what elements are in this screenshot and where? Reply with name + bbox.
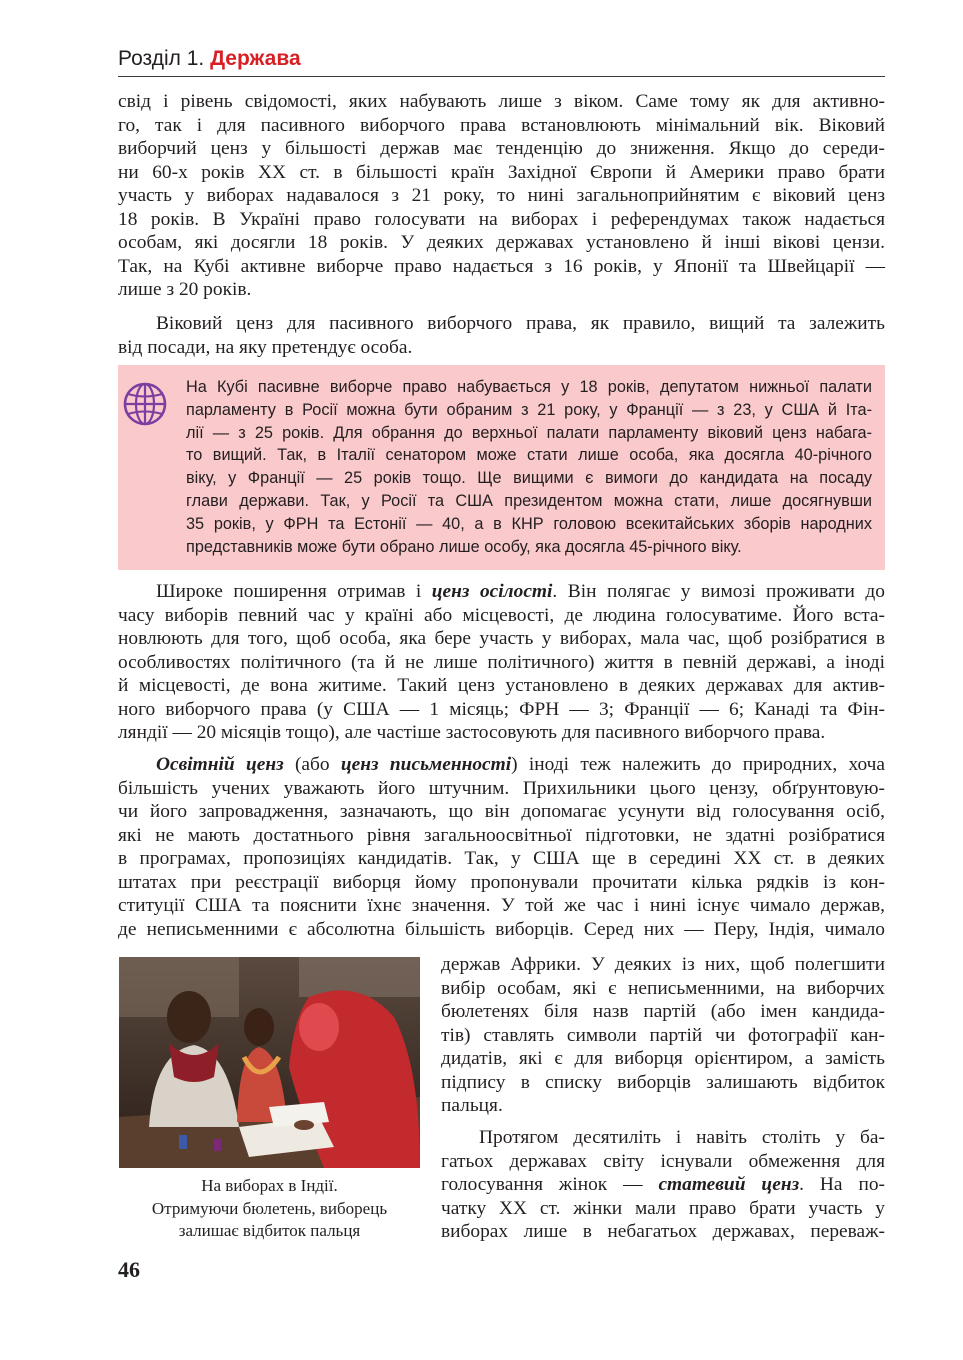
caption-line: На виборах в Індії. <box>201 1176 338 1195</box>
text-line <box>441 1173 885 1197</box>
photo-caption <box>119 1175 420 1243</box>
text-line: ляндії — 20 місяців тощо), але частіше застосовують для пасивного виборчого права. <box>118 722 826 743</box>
text-line: Віковий ценз для пасивного виборчого права, як правило, вищий та залежить <box>156 313 885 334</box>
globe-icon <box>118 377 172 431</box>
text-run: . Він полягає у вимозі проживати до <box>552 581 885 602</box>
text-line: й місцевості, де вона житиме. Такий ценз установлено в деяких державах для актив- <box>118 675 885 696</box>
text-line: новлюють для того, щоб особа, яка бере участь у виборах, мала час, щоб розібратися в <box>118 628 885 649</box>
text-line: лії — з 25 років. Для обрання до верхньої палати парламенту віковий ценз набага- <box>186 423 872 442</box>
term-residency-census: ценз осілості <box>431 581 553 602</box>
term-literacy-census: ценз письменності <box>340 754 512 775</box>
page-number: 46 <box>118 1257 140 1282</box>
text-line: свід і рівень свідомості, яких набувають лише з віком. Саме тому як для активно- <box>118 91 885 112</box>
election-photo <box>119 957 420 1168</box>
text-line: представників може бути обрано лише особу, яка досягла 45-річного віку. <box>186 537 742 556</box>
text-line: ни 60-х років XX ст. в більшості країн Західної Європи й Америки право брати <box>118 161 885 183</box>
paragraph-gender-census <box>441 1126 885 1244</box>
text-line: ного виборчого права (у США — 1 місяць; ФРН — 3; Франції — 6; Канаді та Фін- <box>118 698 885 720</box>
term-gender-census: статевий ценз <box>658 1174 800 1195</box>
text-line: го, так і для пасивного виборчого права встановлюють мінімальний вік. Віковий <box>118 114 885 136</box>
text-run: Широке поширення отримав і <box>156 581 432 602</box>
text-line: то вищий. Так, в Італії сенатором може стати лише особа, яка досягла 40-річного <box>186 446 872 465</box>
text-line: від посади, на яку претендує особа. <box>118 336 413 358</box>
caption-line: залишає відбиток пальця <box>178 1221 361 1240</box>
text-line: глави держави. Так, у Росії та США президентом можна стати, лише досягнувши <box>186 491 872 510</box>
text-line: де неписьменними є абсолютна більшість виборців. Серед них — Перу, Індія, чимало <box>118 918 885 940</box>
text-line: віку, у Франції — 25 років тощо. Ще вищими є вимоги до кандидата на посаду <box>186 469 872 488</box>
paragraph-education-census <box>118 753 885 941</box>
text-line: Так, на Кубі активне виборче право надається з 16 років, у Японії та Швейцарії — <box>118 255 885 277</box>
text-line: бюлетенях біля назв партій (або імен кандида- <box>441 1001 885 1022</box>
term-education-census: Освітній ценз <box>156 754 284 775</box>
text-line: пальця. <box>441 1095 503 1116</box>
info-box <box>118 365 885 570</box>
paragraph-education-census-cont <box>441 953 885 1118</box>
text-run: . На по- <box>799 1174 886 1195</box>
text-line: особливостях політичного (та й не лише політичного) життя в певній державі, а іноді <box>118 651 885 673</box>
text-line: вибір особам, які є неписьменними, на виборчих <box>441 977 885 999</box>
text-line: штатах при реєстрації виборця йому пропонували прочитати кілька рядків із кон- <box>118 871 885 893</box>
text-line: участь у виборах надавалося з 21 року, то нині загальноприйнятим є віковий ценз <box>118 185 885 206</box>
paragraph-passive-age <box>118 312 885 359</box>
text-line: лише з 20 років. <box>118 279 252 300</box>
text-line: виборах лише в небагатьох державах, переваж- <box>441 1221 885 1242</box>
paragraph-age-census <box>118 90 885 302</box>
text-line: парламенту в Росії можна бути обраним з 21 року, у Франції — з 23, у США й Іта- <box>186 400 872 419</box>
text-run: голосування жінок — <box>441 1174 659 1195</box>
section-heading <box>118 47 301 71</box>
paragraph-residency-census <box>118 580 885 745</box>
text-line: часу виборів певний час у країні або місцевості, де людина голосуватиме. Його вста- <box>118 604 885 626</box>
text-line: тів) ставлять символи партій чи фотографії кан- <box>441 1024 885 1046</box>
text-run: ) іноді теж належить до природних, хоча <box>511 754 885 775</box>
photo-illustration <box>119 957 420 1168</box>
text-line: в програмах, пропозиціях кандидатів. Так, у США ще в середині XX ст. в деяких <box>118 848 885 869</box>
info-box-text <box>186 376 872 558</box>
section-prefix: Розділ 1. <box>118 47 205 70</box>
text-line: чатку XX ст. жінки мали право брати участь у <box>441 1197 885 1219</box>
text-line <box>118 580 885 604</box>
text-line: гатьох державах світу існували обмеження для <box>441 1150 885 1172</box>
text-line: більшість учених уважають його штучним. Прихильники цього цензу, обґрунтовую- <box>118 777 885 799</box>
section-title: Держава <box>210 47 301 70</box>
caption-line: Отримуючи бюлетень, виборець <box>151 1198 388 1218</box>
text-line: Протягом десятиліть і навіть століть у ба- <box>479 1127 885 1148</box>
text-line: підпису в списку виборців залишають відбиток <box>441 1071 885 1093</box>
text-line: особам, які досягли 18 років. У деяких державах установлено й інші вікові цензи. <box>118 232 885 253</box>
text-line: які не мають достатнього рівня загальноосвітньої підготовки, не здатні розібратися <box>118 824 885 846</box>
text-line: ституції США та пояснити їхнє значення. У той же час і нині існує чимало держав, <box>118 895 885 916</box>
text-line: На Кубі пасивне виборче право набувається у 18 років, депутатом нижньої палати <box>186 378 872 396</box>
text-line: виборчий ценз у більшості держав має тенденцію до зниження. Якщо до середи- <box>118 138 885 159</box>
text-line <box>118 753 885 777</box>
text-line: дидатів, які є для виборця орієнтиром, а замість <box>441 1048 885 1069</box>
text-line: 35 років, у ФРН та Естонії — 40, а в КНР головою всекитайських зборів народних <box>186 514 872 533</box>
running-header <box>118 44 885 77</box>
text-line: держав Африки. У деяких із них, щоб полегшити <box>441 954 885 975</box>
text-line: 18 років. В Україні право голосувати на виборах і референдумах також надається <box>118 208 885 230</box>
text-run: (або <box>283 754 341 775</box>
text-line: чи його запровадження, зазначають, що він допомагає усунути від голосування осіб, <box>118 801 885 822</box>
